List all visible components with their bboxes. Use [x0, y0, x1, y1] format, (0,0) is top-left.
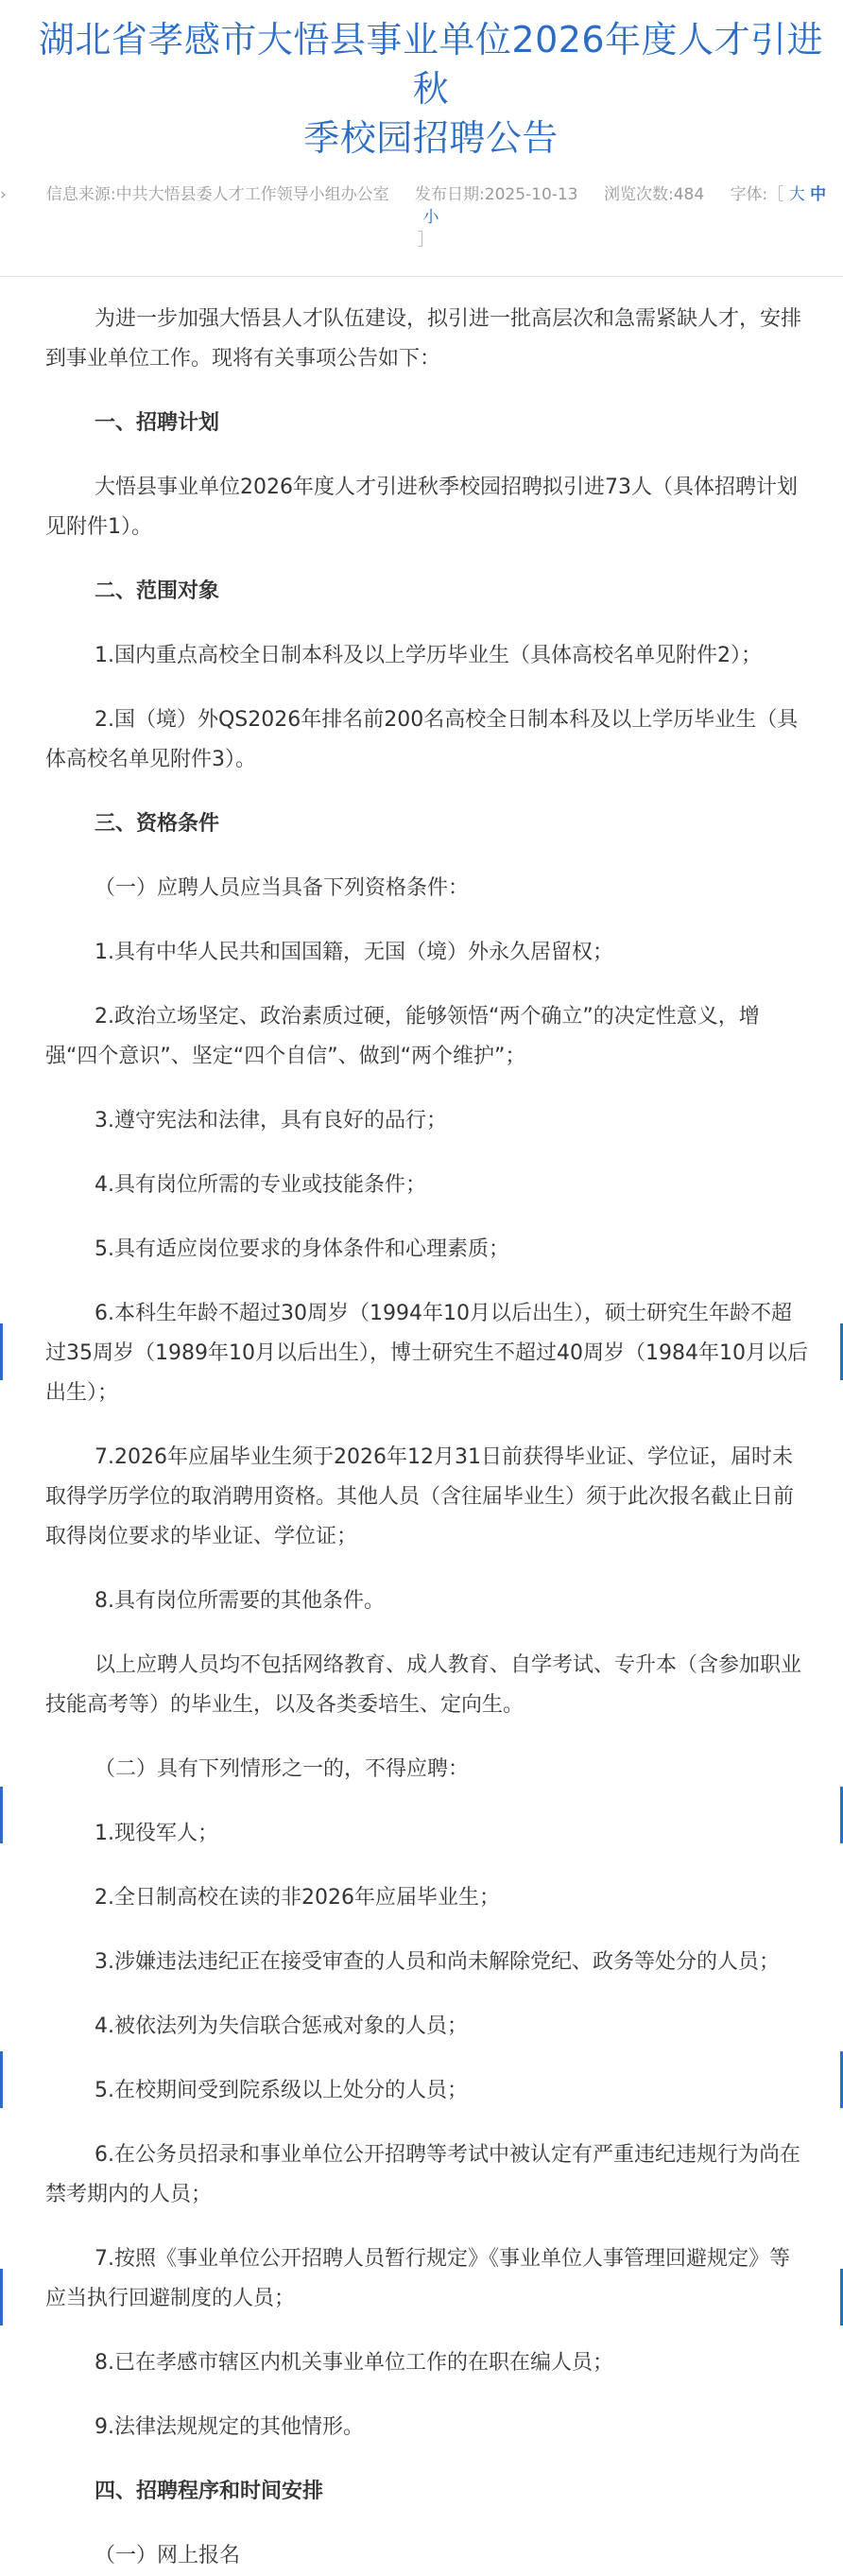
body-paragraph: 7.2026年应届毕业生须于2026年12月31日前获得毕业证、学位证，届时未取得学历学位的取消聘用资格。其他人员（含往届毕业生）须于此次报名截止日前取得岗位要求的毕业证、学位证； [45, 1445, 795, 1548]
font-size-close: ］ [418, 231, 434, 250]
body-paragraph: 1.具有中华人民共和国国籍，无国（境）外永久居留权； [95, 941, 613, 964]
body-paragraph: 大悟县事业单位2026年度人才引进秋季校园招聘拟引进73人（具体招聘计划见附件1）。 [45, 475, 798, 539]
body-paragraph: 2.国（境）外QS2026年排名前200名高校全日制本科及以上学历毕业生（具体高校名单见附件3）。 [45, 708, 799, 771]
body-paragraph: 6.本科生年龄不超过30周岁（1994年10月以后出生），硕士研究生年龄不超过35周岁（1989年10月以后出生），博士研究生不超过40周岁（1984年10月以后出生）； [45, 1302, 808, 1405]
body-paragraph: 6.在公务员招录和事业单位公开招聘等考试中被认定有严重违纪违规行为尚在禁考期内的人员； [45, 2143, 800, 2206]
left-edge-marker [0, 2051, 3, 2108]
body-paragraph: 1.现役军人； [95, 1822, 218, 1845]
sub-heading: （一）网上报名 [95, 2544, 241, 2567]
left-edge-marker [0, 2269, 3, 2325]
body-paragraph: 2.全日制高校在读的非2026年应届毕业生； [95, 1886, 500, 1910]
section-heading: 四、招聘程序和时间安排 [95, 2480, 324, 2503]
body-paragraph: 4.被依法列为失信联合惩戒对象的人员； [95, 2014, 468, 2038]
body-paragraph: 8.具有岗位所需要的其他条件。 [95, 1589, 385, 1613]
page-title-line-2: 季校园招聘公告 [303, 117, 559, 159]
page-title-line-1: 湖北省孝感市大悟县事业单位2026年度人才引进秋 [38, 19, 824, 110]
body-paragraph: 7.按照《事业单位公开招聘人员暂行规定》《事业单位人事管理回避规定》等应当执行回避制度的人员； [45, 2247, 790, 2310]
left-edge-marker [0, 1323, 3, 1380]
source-info: 信息来源:中共大悟县委人才工作领导小组办公室 [45, 185, 389, 204]
article-meta [0, 183, 834, 251]
body-paragraph: 3.涉嫌违法违纪正在接受审查的人员和尚未解除党纪、政务等处分的人员； [95, 1950, 780, 1974]
publish-date: 发布日期:2025-10-13 [415, 185, 578, 204]
body-paragraph: 8.已在孝感市辖区内机关事业单位工作的在职在编人员； [95, 2351, 613, 2375]
section-heading: 二、范围对象 [95, 579, 220, 603]
font-size-label: 字体:［ [730, 185, 784, 204]
section-heading: 一、招聘计划 [95, 411, 220, 435]
article-body [0, 277, 843, 2576]
body-paragraph: 以上应聘人员均不包括网络教育、成人教育、自学考试、专升本（含参加职业技能高考等）的毕业生，以及各类委培生、定向生。 [45, 1653, 802, 1717]
left-edge-marker [0, 1787, 3, 1843]
body-paragraph: 5.在校期间受到院系级以上处分的人员； [95, 2079, 468, 2102]
body-paragraph: 5.具有适应岗位要求的身体条件和心理素质； [95, 1237, 509, 1261]
body-paragraph: 4.具有岗位所需的专业或技能条件； [95, 1173, 426, 1197]
page-title [0, 0, 843, 163]
font-size-medium-button[interactable]: 中 [810, 185, 827, 204]
sub-heading: （一）应聘人员应当具备下列资格条件： [95, 876, 470, 900]
body-paragraph: 9.法律法规规定的其他情形。 [95, 2415, 364, 2439]
body-paragraph: 3.遵守宪法和法律，具有良好的品行； [95, 1109, 447, 1132]
body-paragraph: 1.国内重点高校全日制本科及以上学历毕业生（具体高校名单见附件2）； [95, 644, 762, 667]
font-size-small-button[interactable]: 小 [422, 208, 439, 227]
font-size-large-button[interactable]: 大 [788, 185, 805, 204]
sub-heading: （二）具有下列情形之一的，不得应聘： [95, 1757, 470, 1781]
section-heading: 三、资格条件 [95, 812, 220, 836]
left-arrow-icon: › [0, 185, 7, 204]
intro-paragraph: 为进一步加强大悟县人才队伍建设，拟引进一批高层次和急需紧缺人才，安排到事业单位工作。现将有关事项公告如下： [45, 307, 802, 371]
body-paragraph: 2.政治立场坚定、政治素质过硬，能够领悟“两个确立”的决定性意义，增强“四个意识”、坚定“四个自信”、做到“两个维护”； [45, 1005, 760, 1068]
view-count: 浏览次数:484 [603, 185, 705, 204]
